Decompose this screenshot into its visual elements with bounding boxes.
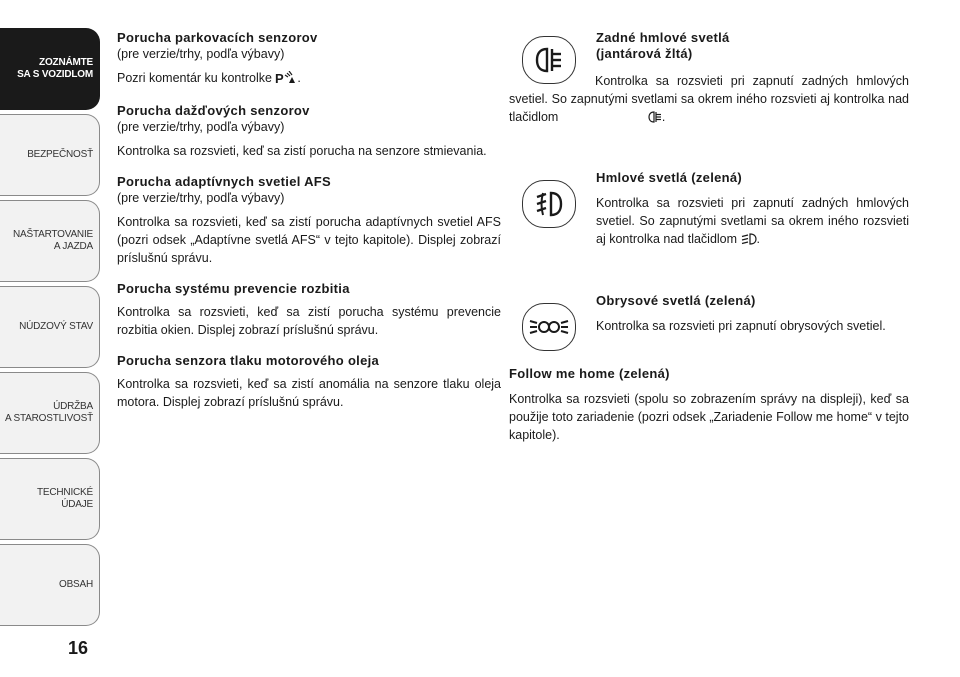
paragraph — [596, 194, 909, 250]
section-rain-sensors — [117, 103, 501, 160]
paragraph: Kontrolka sa rozsvieti, keď sa zistí anomália na senzore tlaku oleja motora. Displej zobrazí príslušnú správu. — [117, 377, 501, 409]
tab-nastartovanie[interactable]: NAŠTARTOVANIE A JAZDA — [0, 200, 100, 282]
subheading: (pre verzie/trhy, podľa výbavy) — [117, 191, 285, 205]
paragraph: Kontrolka sa rozsvieti (spolu so zobrazením správy na displeji), keď sa použije toto zariadenie (pozri odsek „Zariadenie Follow me home“ v tejto kapitole). — [509, 392, 909, 442]
parking-sensor-icon — [275, 71, 297, 89]
subheading: (pre verzie/trhy, podľa výbavy) — [117, 47, 285, 61]
heading: Porucha parkovacích senzorov — [117, 30, 318, 45]
tab-technicke-udaje[interactable]: TECHNICKÉ ÚDAJE — [0, 458, 100, 540]
heading: Zadné hmlové svetlá — [596, 30, 730, 45]
heading: Porucha senzora tlaku motorového oleja — [117, 353, 380, 368]
period: . — [661, 110, 666, 124]
section-side-lights — [509, 293, 909, 363]
page-number: 16 — [68, 638, 89, 658]
svg-text:P: P — [275, 71, 285, 84]
section-break-prevention — [117, 281, 501, 339]
tab-udrzba[interactable]: ÚDRŽBA A STAROSTLIVOSŤ — [0, 372, 100, 454]
heading: Obrysové svetlá (zelená) — [596, 293, 756, 308]
paragraph: Kontrolka sa rozsvieti, keď sa zistí porucha na senzore stmievania. — [117, 144, 487, 158]
heading: Porucha adaptívnych svetiel AFS — [117, 174, 331, 189]
front-fog-small-icon — [741, 232, 757, 250]
paragraph-text: Pozri komentár ku kontrolke — [117, 71, 272, 85]
paragraph-text: Kontrolka sa rozsvieti pri zapnutí zadných hmlových svetiel. So zapnutými svetlami sa okrem iného rozsvieti aj kontrolka nad tlačidlom — [509, 74, 909, 124]
paragraph — [509, 72, 909, 128]
period: . — [756, 232, 761, 246]
section-front-fog — [509, 170, 909, 280]
left-column — [117, 30, 501, 425]
front-fog-icon — [522, 180, 576, 228]
paragraph: Kontrolka sa rozsvieti, keď sa zistí porucha systému prevencie rozbitia okien. Displej zobrazí príslušnú správu. — [117, 305, 501, 337]
tab-bezpecnost[interactable]: BEZPEČNOSŤ — [0, 114, 100, 196]
side-lights-icon — [522, 303, 576, 351]
heading: Hmlové svetlá (zelená) — [596, 170, 743, 185]
heading: Porucha systému prevencie rozbitia — [117, 281, 350, 296]
tab-zoznamte-sa[interactable]: ZOZNÁMTE SA S VOZIDLOM — [0, 28, 100, 110]
subheading: (pre verzie/trhy, podľa výbavy) — [117, 120, 285, 134]
heading: Porucha dažďových senzorov — [117, 103, 310, 118]
tab-nudzovy-stav[interactable]: NÚDZOVÝ STAV — [0, 286, 100, 368]
tab-obsah[interactable]: OBSAH — [0, 544, 100, 626]
section-afs — [117, 174, 501, 267]
heading: Follow me home (zelená) — [509, 366, 670, 381]
paragraph: Kontrolka sa rozsvieti, keď sa zistí porucha adaptívnych svetiel AFS (pozri odsek „Adaptívne svetlá AFS“ v tejto kapitole). Displej zobrazí príslušnú správu. — [117, 215, 501, 265]
heading-color: (jantárová žltá) — [596, 46, 693, 61]
section-follow-me-home — [509, 366, 909, 444]
period: . — [297, 71, 301, 85]
section-oil-pressure — [117, 353, 501, 411]
section-rear-fog — [509, 30, 909, 140]
paragraph — [117, 69, 501, 89]
section-parking-sensors — [117, 30, 501, 89]
paragraph-text: Kontrolka sa rozsvieti pri zapnutí zadných hmlových svetiel. So zapnutými svetlami sa okrem iného rozsvieti aj kontrolka nad tlačidlom — [596, 196, 909, 246]
rear-fog-small-icon — [562, 110, 662, 128]
paragraph: Kontrolka sa rozsvieti pri zapnutí obrysových svetiel. — [596, 319, 886, 333]
